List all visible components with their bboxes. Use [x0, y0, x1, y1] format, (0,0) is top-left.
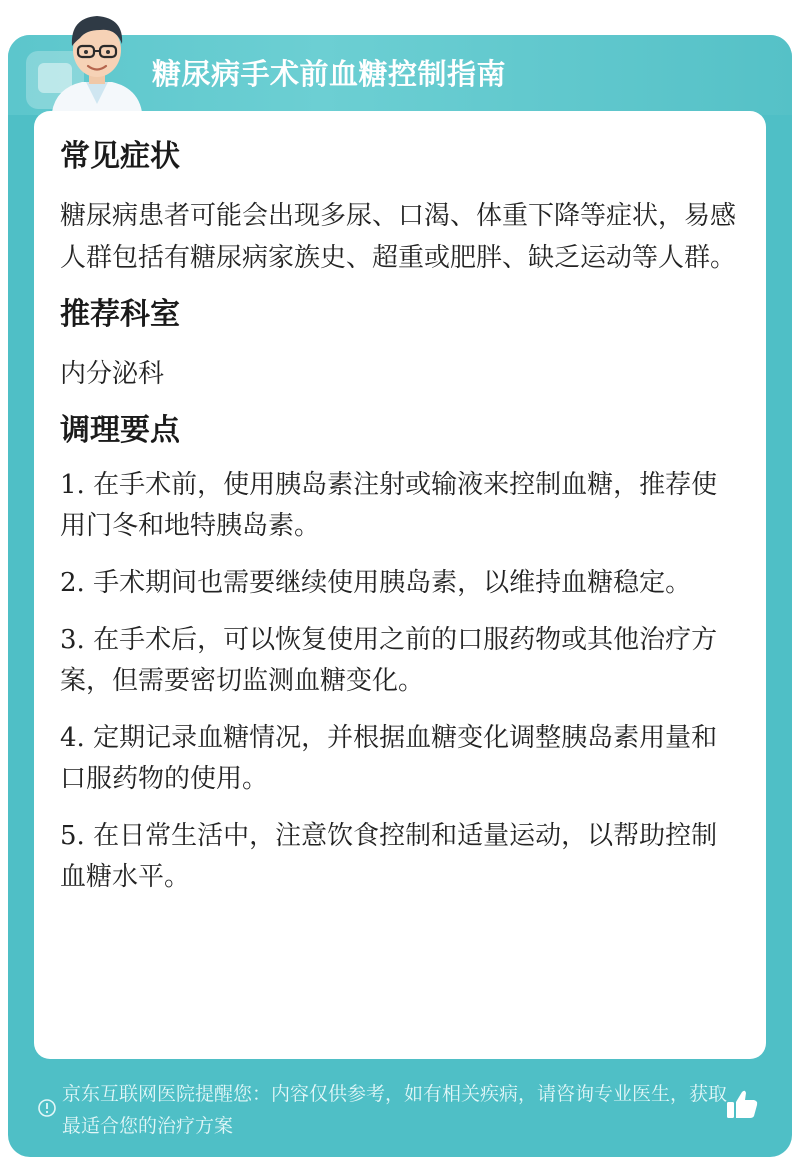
- department-text: 内分泌科: [60, 359, 165, 389]
- page-title: 糖尿病手术前血糖控制指南: [152, 57, 507, 91]
- list-item-number: 3.: [60, 625, 85, 655]
- section-title-symptoms: 常见症状: [60, 139, 180, 174]
- list-item-text: 在日常生活中，注意饮食控制和适量运动，以帮助控制血糖水平。: [60, 821, 718, 892]
- list-item-text: 在手术前，使用胰岛素注射或输液来控制血糖，推荐使用门冬和地特胰岛素。: [60, 470, 718, 541]
- list-item: [60, 718, 740, 800]
- list-item-text: 手术期间也需要继续使用胰岛素，以维持血糖稳定。: [93, 568, 692, 598]
- symptoms-text: 糖尿病患者可能会出现多尿、口渴、体重下降等症状，易感人群包括有糖尿病家族史、超重或肥胖、缺乏运动等人群。: [60, 201, 737, 273]
- list-item: [60, 816, 740, 898]
- list-item-number: 1.: [60, 470, 85, 500]
- content-card: [34, 111, 766, 1059]
- list-item: [60, 620, 740, 702]
- list-item-number: 5.: [60, 821, 85, 851]
- list-item-number: 2.: [60, 568, 85, 598]
- list-item: [60, 563, 740, 604]
- section-title-care: 调理要点: [60, 413, 180, 448]
- doctor-avatar: [42, 8, 152, 112]
- list-item: [60, 465, 740, 547]
- info-icon: [37, 1098, 57, 1118]
- footer-disclaimer: 京东互联网医院提醒您：内容仅供参考，如有相关疾病，请咨询专业医生，获取最适合您的治疗方案: [62, 1083, 728, 1137]
- list-item-number: 4.: [60, 723, 85, 753]
- section-title-department: 推荐科室: [60, 297, 180, 332]
- care-list: [60, 465, 740, 898]
- list-item-text: 在手术后，可以恢复使用之前的口服药物或其他治疗方案，但需要密切监测血糖变化。: [60, 625, 718, 696]
- list-item-text: 定期记录血糖情况，并根据血糖变化调整胰岛素用量和口服药物的使用。: [60, 723, 718, 794]
- content-body: [60, 137, 740, 914]
- thumbs-up-icon[interactable]: [724, 1086, 760, 1122]
